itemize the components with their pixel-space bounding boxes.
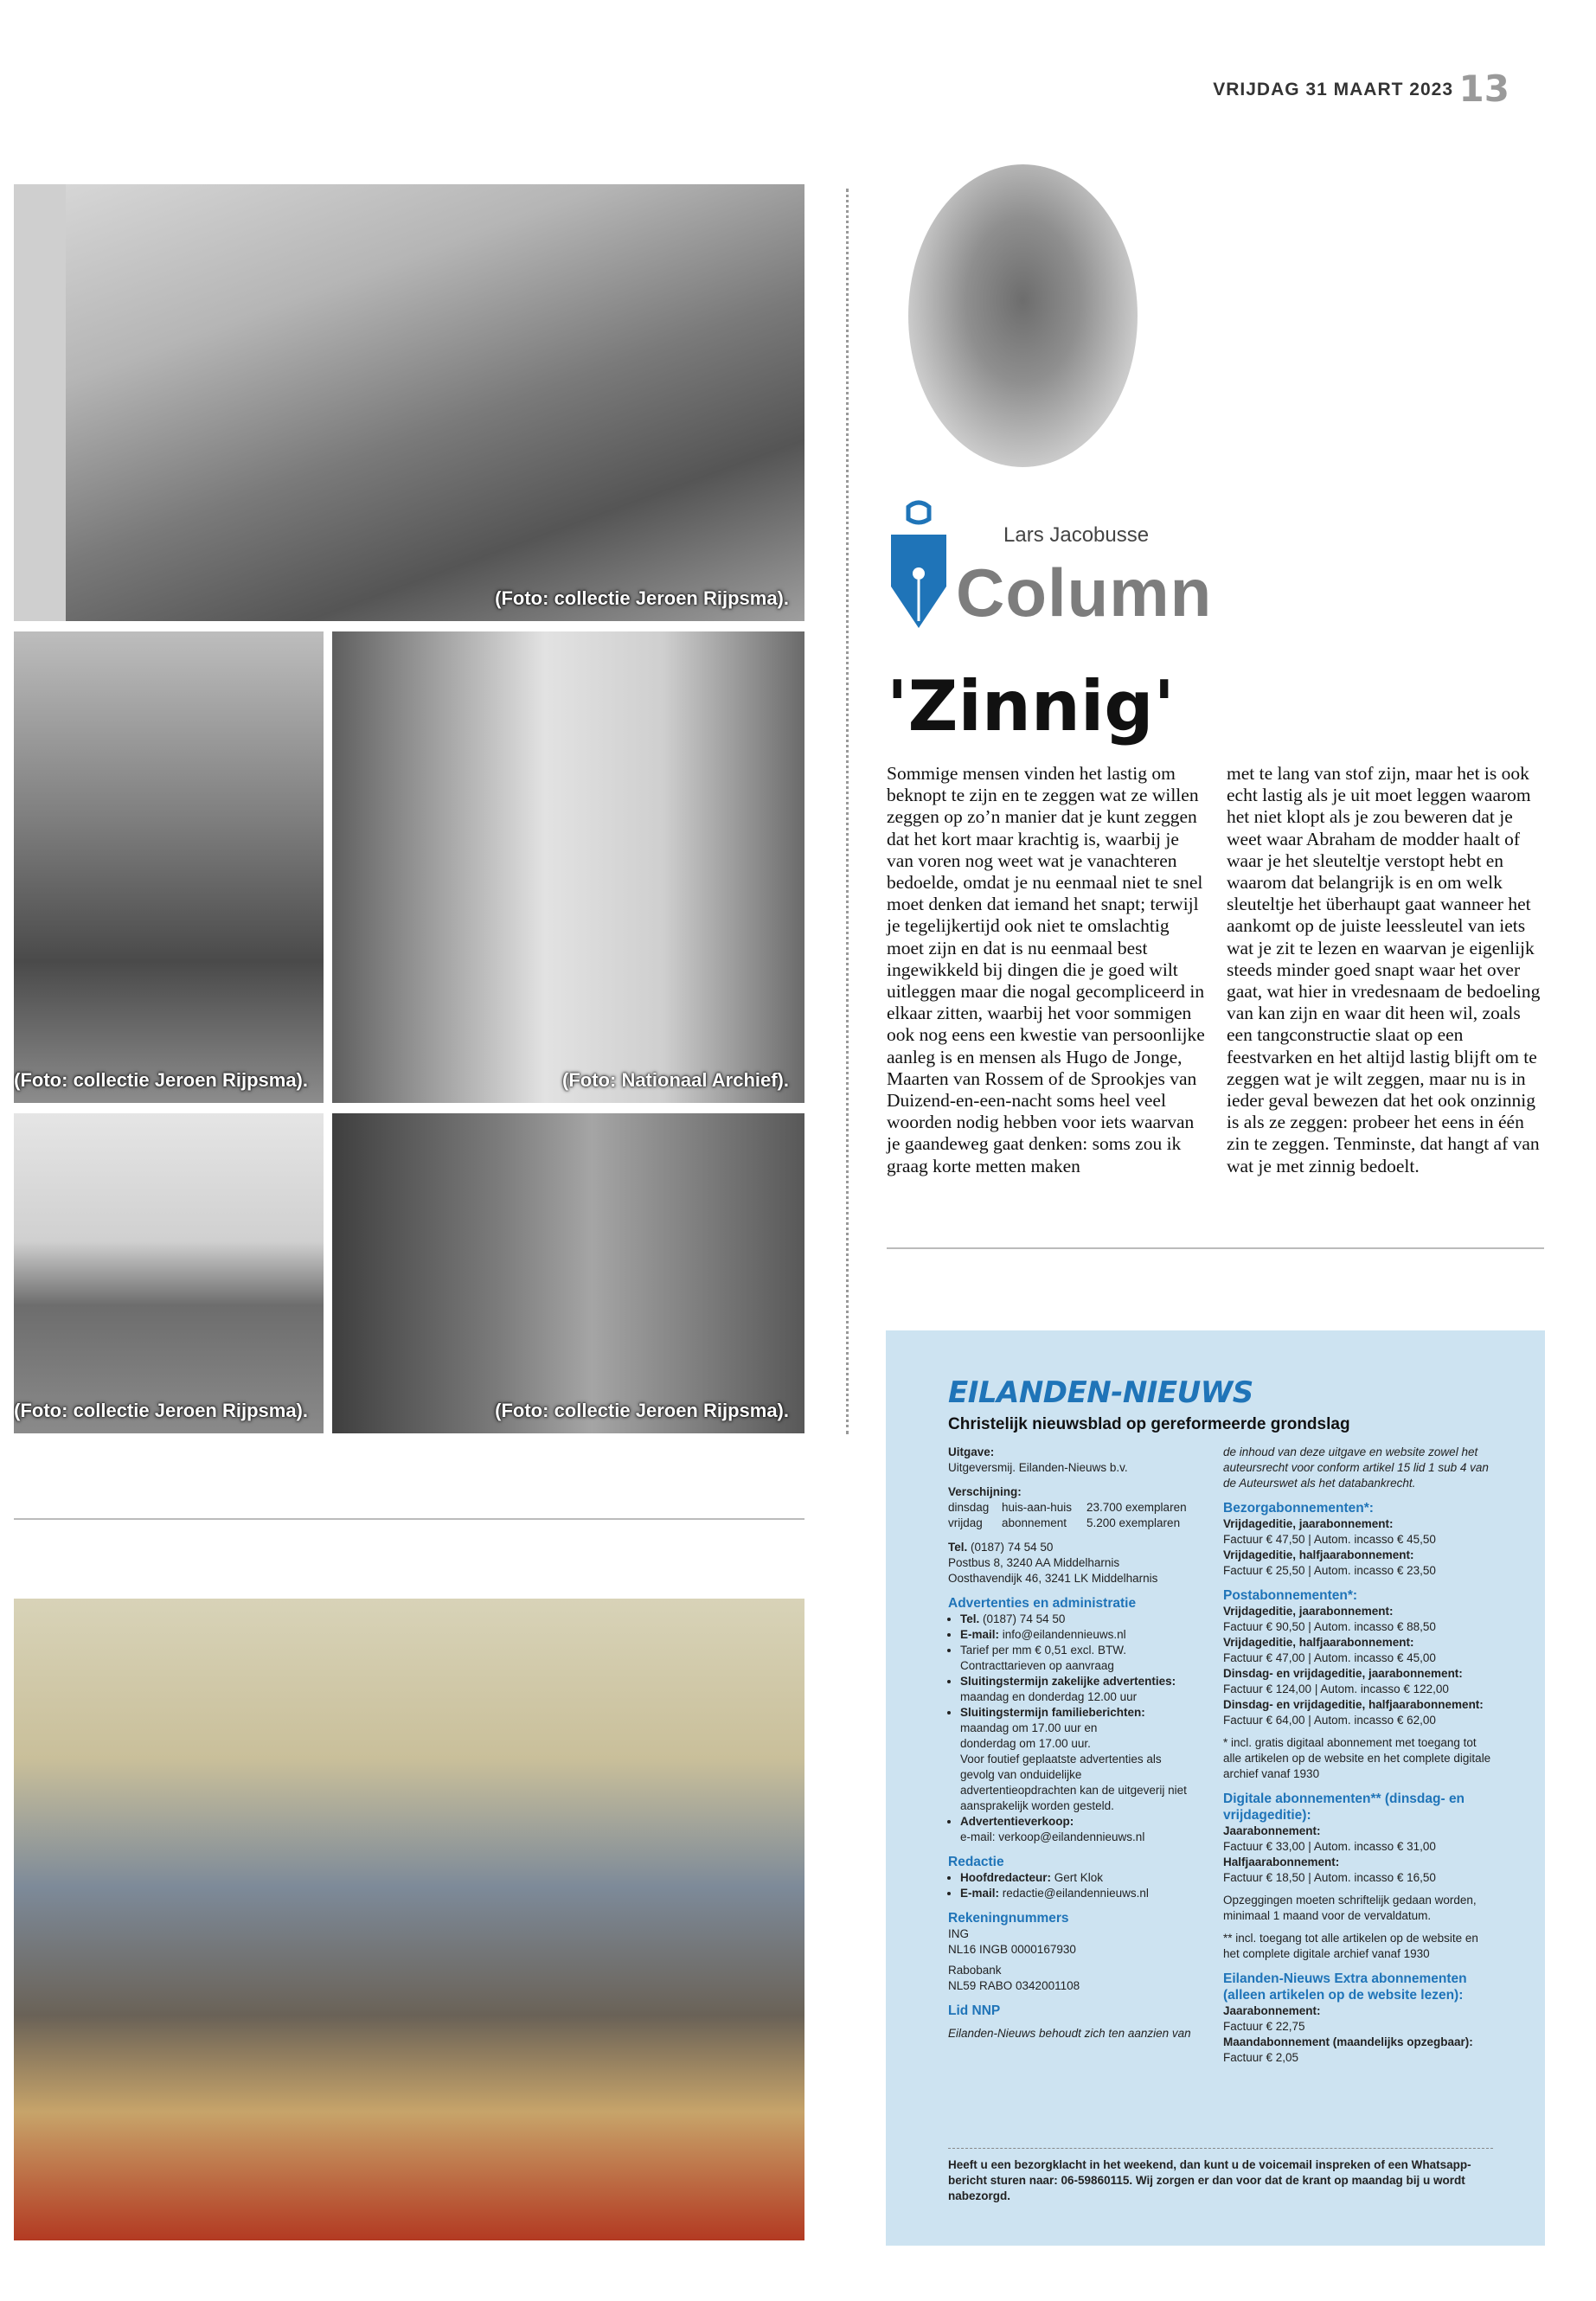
postal-subscriptions-heading: Postabonnementen*:: [1223, 1588, 1358, 1603]
colofon-right-column: de inhoud van deze uitgave en website zowel het auteursrecht voor conform artikel 15 lid 1 sub 4 van de Auteurswet als het databankrecht. Bezorgabonnementen*: Vrijdageditie, jaarabonnement: Factuur € 47,50 | Autom. incasso € 45,50 Vrijdageditie, halfjaarabonnement: Factuur € 25,50 | Autom. incasso € 23,50 Postabonnementen*: Vrijdageditie, jaarabonnement: Factuur € 90,50 | Autom. incasso € 88,50 Vrijdageditie, halfjaarabonnement: Factuur € 47,00 | Autom. incasso € 45,00 Dinsdag- en vrijdageditie, jaarabonnement: Factuur € 124,00 | Autom. incasso € 122,00 Dinsdag- en vrijdageditie, halfjaarabonnement: Factuur € 64,00 | Autom. incasso € 62,00 * incl. gratis digitaal abonnement met toegang tot alle artikelen op de website en het complete digitale archief vanaf 1930 Digitale abonnementen** (dinsdag- en vrijdageditie): Jaarabonnement: Factuur € 33,00 | Autom. incasso € 31,00 Halfjaarabonnement: Factuur € 18,50 | Autom. incasso € 16,50 Opzeggingen moeten schriftelijk gedaan worden, minimaal 1 maand voor de vervaldatum. ** incl. toegang tot alle artikelen op de website en het complete digitale archief vanaf 1930 Eilanden-Nieuws Extra abonnementen (alleen artikelen op de website lezen): Jaarabonnement: Factuur € 22,75 Maandabonnement (maandelijks opzegbaar): Factuur € 2,05: [1223, 1445, 1491, 2064]
photo-caption: (Foto: collectie Jeroen Rijpsma).: [495, 586, 789, 609]
delivery-subscriptions-heading: Bezorgabonnementen*:: [1223, 1501, 1374, 1516]
email-link[interactable]: e-mail: verkoop@eilandennieuws.nl: [960, 1830, 1145, 1843]
uitgave-value: Uitgeversmij. Eilanden-Nieuws b.v.: [948, 1461, 1128, 1474]
advertising-list: • Tel. (0187) 74 54 50 • E-mail: info@eilandennieuws.nl • Tarief per mm € 0,51 excl. BTW. Contracttarieven op aanvraag • Sluitingstermijn zakelijke advertenties: maandag en donderdag 12.00 uur • Sluitingstermijn familieberichten: maandag om 17.00 uur en donderdag om 17.00 uur. Voor foutief geplaatste advertenties als gevolg van onduidelijke advertentieopdrachten kan de uitgeverij niet aansprakelijk worden gesteld. • Advertentieverkoop: e-mail: verkoop@eilandennieuws.nl: [948, 1612, 1199, 1845]
page-number: 13: [1458, 67, 1509, 110]
extra-subscriptions-heading: Eilanden-Nieuws Extra abonnementen (alleen artikelen op de website lezen):: [1223, 1971, 1467, 2003]
nnp-heading: Lid NNP: [948, 2003, 1001, 2018]
column-body-right: met te lang van stof zijn, maar het is ook echt lastig als je uit moet leggen waarom het niet klopt als je zou beweren dat je weet waar Abraham de modder haalt of waar je het sleuteltje verstopt hebt en waarom dat belangrijk is en om welk sleuteltje het überhaupt gaat wanneer het aankomt op de juiste leessleutel van iets wat je zit te lezen en waarvan je eigenlijk steeds minder goed snapt waar het over gaat, wat hier in vredesnaam de bedoeling van kan zijn en waar dit heen wil, zoals een tangconstructie slaat op een feestvarken en het altijd lastig blijft om te zeggen wat je wilt zeggen, maar nu is in ieder geval bewezen dat het ook onzinnig is als ze zeggen: probeer het eens in één zin te zeggen. Tenminste, dat hangt af van wat je met zinnig bedoelt.: [1227, 763, 1541, 1176]
photo-store-visitors: [14, 1599, 804, 2240]
fountain-pen-icon: [884, 500, 953, 630]
newspaper-logo: EILANDEN-NIEUWS: [948, 1375, 1253, 1410]
colofon-box: [886, 1330, 1545, 2246]
email-link[interactable]: redactie@eilandennieuws.nl: [1002, 1887, 1149, 1900]
column-headline: 'Zinnig': [887, 666, 1176, 747]
newspaper-subtitle: Christelijk nieuwsblad op gereformeerde grondslag: [948, 1415, 1350, 1433]
photo-briefing: [332, 1113, 804, 1433]
column-author: Lars Jacobusse: [1003, 523, 1150, 547]
advertising-heading: Advertenties en administratie: [948, 1596, 1137, 1611]
divider: [14, 1518, 804, 1520]
author-portrait: [908, 164, 1138, 467]
verschijning-label: Verschijning:: [948, 1485, 1022, 1498]
photo-soldier-kneeling: [14, 631, 324, 1103]
editorial-heading: Redactie: [948, 1855, 1004, 1869]
photo-caption: (Foto: collectie Jeroen Rijpsma).: [14, 1399, 308, 1421]
editorial-list: • Hoofdredacteur: Gert Klok • E-mail: redactie@eilandennieuws.nl: [948, 1870, 1199, 1901]
phone-line: Tel. (0187) 74 54 50: [948, 1541, 1054, 1554]
issue-date: VRIJDAG 31 MAART 2023: [1213, 80, 1453, 99]
colofon-left-column: Uitgave: Uitgeversmij. Eilanden-Nieuws b.v. Verschijning: dinsdag huis-aan-huis 23.700 exemplaren vrijdag abonnement 5.200 exemplaren Tel. (0187) 74 54 50 Postbus 8, 3240 AA Middelharnis Oosthavendijk 46, 3241 LK Middelharnis Advertenties en administratie • Tel. (0187) 74 54 50 • E-mail: info@eilandennieuws.nl • Tarief per mm € 0,51 excl. BTW. Contracttarieven op aanvraag • Sluitingstermijn zakelijke advertenties: maandag en donderdag 12.00 uur • Sluitingstermijn familieberichten: maandag om 17.00 uur en donderdag om 17.00 uur. Voor foutief geplaatste advertenties als gevolg van onduidelijke advertentieopdrachten kan de uitgeverij niet aansprakelijk worden gesteld. • Advertentieverkoop: e-mail: verkoop@eilandennieuws.nl Redactie • Hoofdredacteur: Gert Klok • E-mail: redactie@eilandennieuws.nl Rekeningnummers ING NL16 INGB 0000167930 Rabobank NL59 RABO 0342001108 Lid NNP Eilanden-Nieuws behoudt zich ten aanzien van: [948, 1445, 1199, 2041]
uitgave-label: Uitgave:: [948, 1445, 995, 1458]
photo-caption: (Foto: Nationaal Archief).: [562, 1068, 789, 1091]
column-body-left: Sommige mensen vinden het lastig om beknopt te zijn en te zeggen wat ze willen zeggen op zo’n manier dat je kunt zeggen dat het kort maar krachtig is, waarbij je van voren nog weet wat je vanachteren bedoelde, omdat je nu eenmaal niet te snel moet denken dat iemand het snapt; terwijl je tegelijkertijd ook niet te omslachtig moet zijn en dat is nu eenmaal best ingewikkeld bij dingen die je goed wilt uitleggen maar die nogal gecompliceerd in elkaar zitten, waarbij het voor sommigen ook nog eens een kwestie van persoonlijke aanleg is en mensen als Hugo de Jonge, Maarten van Rossem of de Sprookjes van Duizend-en-een-nacht soms heel veel woorden nodig hebben voor iets waarvan je gaandeweg gaat denken: soms zou ik graag korte metten maken: [887, 763, 1205, 1176]
verschijning-row: dinsdag huis-aan-huis 23.700 exemplaren: [948, 1501, 1187, 1514]
email-link[interactable]: info@eilandennieuws.nl: [1002, 1628, 1126, 1641]
divider: [887, 1247, 1544, 1249]
digital-subscriptions-heading: Digitale abonnementen** (dinsdag- en vrijdageditie):: [1223, 1791, 1465, 1823]
photo-trench: [14, 184, 804, 621]
bank-heading: Rekeningnummers: [948, 1911, 1069, 1926]
photo-caption: (Foto: collectie Jeroen Rijpsma).: [495, 1399, 789, 1421]
photo-caption: (Foto: collectie Jeroen Rijpsma).: [14, 1068, 308, 1091]
photo-map-officers: [332, 631, 804, 1103]
column-separator: [846, 189, 849, 1434]
column-label: Column: [956, 554, 1213, 631]
address-line: Oosthavendijk 46, 3241 LK Middelharnis: [948, 1572, 1158, 1585]
address-line: Postbus 8, 3240 AA Middelharnis: [948, 1556, 1120, 1569]
delivery-complaint-note: Heeft u een bezorgklacht in het weekend, dan kunt u de voicemail inspreken of een Whatsapp-bericht sturen naar: 06-59860115. Wij zorgen er dan voor dat de krant op maandag bij u wordt nabezorgd.: [948, 2148, 1493, 2204]
verschijning-row: vrijdag abonnement 5.200 exemplaren: [948, 1516, 1181, 1529]
photo-bunker: [14, 1113, 324, 1433]
